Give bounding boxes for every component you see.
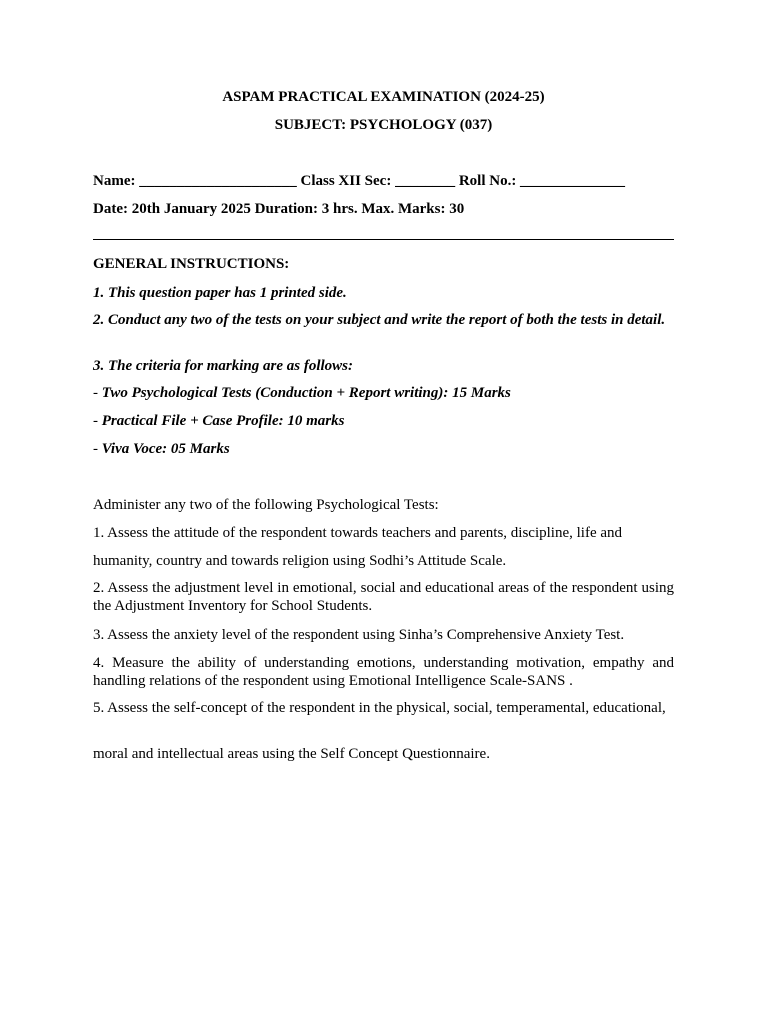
instructions-heading: GENERAL INSTRUCTIONS: [93,256,290,272]
test-item-3: 3. Assess the anxiety level of the respondent using Sinha’s Comprehensive Anxiety Test. [93,627,625,643]
horizontal-divider [93,239,674,240]
instruction-item: 3. The criteria for marking are as follows: [93,358,354,374]
subject-title: SUBJECT: PSYCHOLOGY (037) [274,117,493,133]
tests-intro: Administer any two of the following Psychological Tests: [93,497,439,513]
instruction-item: 1. This question paper has 1 printed side. [93,285,347,301]
exam-details-line: Date: 20th January 2025 Duration: 3 hrs. Max. Marks: 30 [93,201,465,217]
test-item-5-line-2: moral and intellectual areas using the Self Concept Questionnaire. [93,746,490,762]
test-item-2: 2. Assess the adjustment level in emotional, social and educational areas of the respondent using the Adjustment Inventory for School Students. [93,580,674,614]
instruction-item: 2. Conduct any two of the tests on your subject and write the report of both the tests in detail. [93,312,666,328]
exam-title: ASPAM PRACTICAL EXAMINATION (2024-25) [222,89,545,105]
criteria-item [93,440,674,458]
criteria-text: Practical File + Case Profile: 10 marks [101,413,345,429]
bullet-dash: - [93,385,98,401]
test-item-1-line-1: 1. Assess the attitude of the respondent towards teachers and parents, discipline, life and [93,525,623,541]
test-item-1-line-2: humanity, country and towards religion using Sodhi’s Attitude Scale. [93,553,507,569]
criteria-text: Two Psychological Tests (Conduction + Report writing): 15 Marks [101,385,511,401]
test-item-4: 4. Measure the ability of understanding emotions, understanding motivation, empathy and handling relations of the respondent using Emotional Intelligence Scale-SANS . [93,655,674,689]
criteria-text: Viva Voce: 05 Marks [101,441,230,457]
student-details-line: Name: _____________________ Class XII Sec: ________ Roll No.: ______________ [93,173,626,189]
bullet-dash: - [93,413,98,429]
bullet-dash: - [93,441,98,457]
criteria-item [93,412,674,430]
criteria-item [93,384,674,402]
test-item-5-line-1: 5. Assess the self-concept of the respondent in the physical, social, temperamental, educational, [93,700,666,716]
